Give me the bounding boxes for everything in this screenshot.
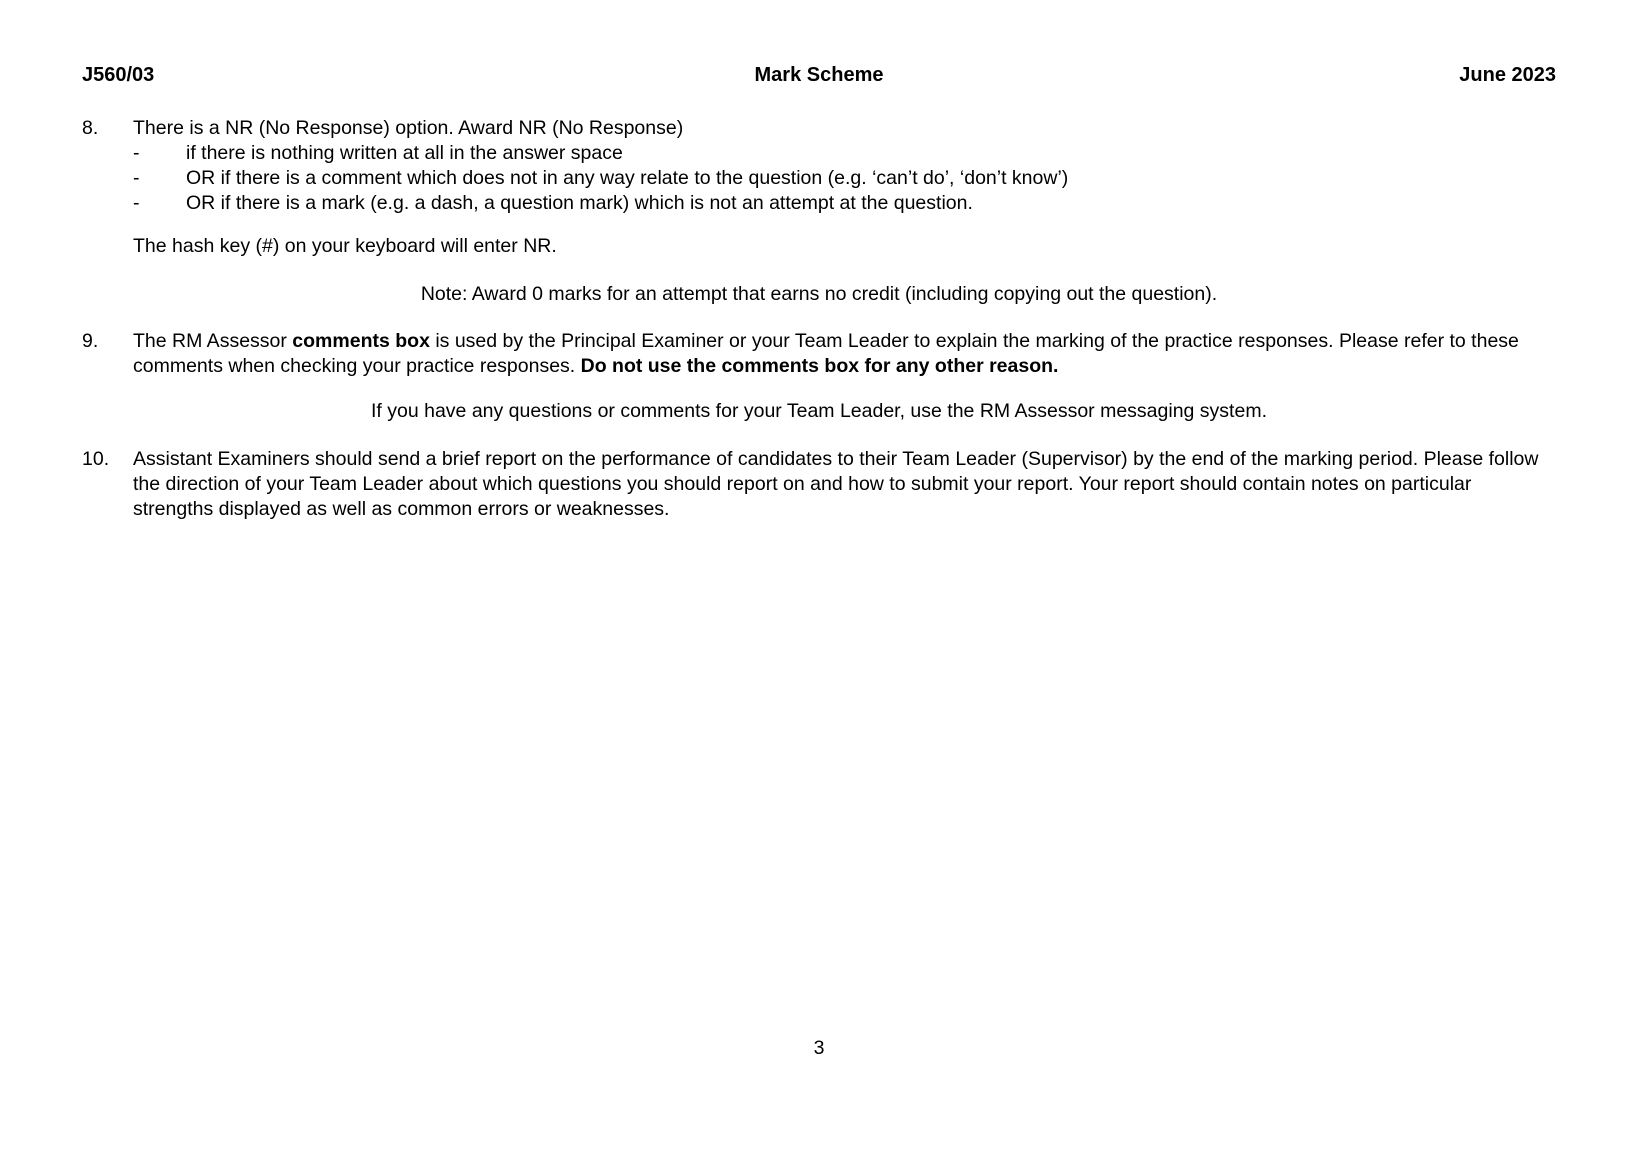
item-body xyxy=(133,116,1556,216)
item-number: 8. xyxy=(82,117,99,139)
bullet-marker: - xyxy=(133,142,140,164)
bullet-text: OR if there is a mark (e.g. a dash, a question mark) which is not an attempt at the question. xyxy=(186,192,973,214)
document-title: Mark Scheme xyxy=(754,64,884,86)
bullet-item xyxy=(133,141,1556,166)
hash-key-note: The hash key (#) on your keyboard will enter NR. xyxy=(133,235,557,257)
instruction-item-10 xyxy=(82,447,1556,522)
document-header xyxy=(82,0,1556,88)
session-date: June 2023 xyxy=(1459,64,1556,86)
instruction-item-8 xyxy=(82,116,1556,216)
item-text: Assistant Examiners should send a brief report on the performance of candidates to their Team Leader (Supervisor) by the end of the marking period. Please follow the direction of your Team Leader about which questions you should report on and how to submit your report. Your report should contain notes on particular strengths displayed as well as common errors or weaknesses. xyxy=(133,448,1539,520)
item-lead-text: There is a NR (No Response) option. Award NR (No Response) xyxy=(133,117,684,139)
messaging-system-note: If you have any questions or comments for your Team Leader, use the RM Assessor messaging system. xyxy=(371,400,1267,422)
award-zero-note: Note: Award 0 marks for an attempt that earns no credit (including copying out the question). xyxy=(420,283,1218,305)
bullet-marker: - xyxy=(133,167,140,189)
item-text-segment-bold: comments box xyxy=(292,330,430,352)
page-number: 3 xyxy=(813,1037,825,1059)
item-text-segment-bold: Do not use the comments box for any other reason. xyxy=(580,355,1059,377)
bullet-item xyxy=(133,191,1556,216)
bullet-item xyxy=(133,166,1556,191)
bullet-text: if there is nothing written at all in the answer space xyxy=(186,142,623,164)
item-text-segment: The RM Assessor xyxy=(133,330,293,352)
item-body xyxy=(133,447,1556,522)
item-body xyxy=(133,329,1556,379)
instruction-item-9 xyxy=(82,329,1556,379)
bullet-text: OR if there is a comment which does not in any way relate to the question (e.g. ‘can’t do’, ‘don’t know’) xyxy=(186,167,1069,189)
paper-code: J560/03 xyxy=(82,64,155,86)
item-number: 9. xyxy=(82,330,99,352)
item-text-segment: is used by the Principal Examiner or your Team Leader to explain the marking of the practice responses. Please refer to these comments when checking your practice responses. xyxy=(133,330,1519,377)
item-number: 10. xyxy=(82,448,110,470)
bullet-marker: - xyxy=(133,192,140,214)
